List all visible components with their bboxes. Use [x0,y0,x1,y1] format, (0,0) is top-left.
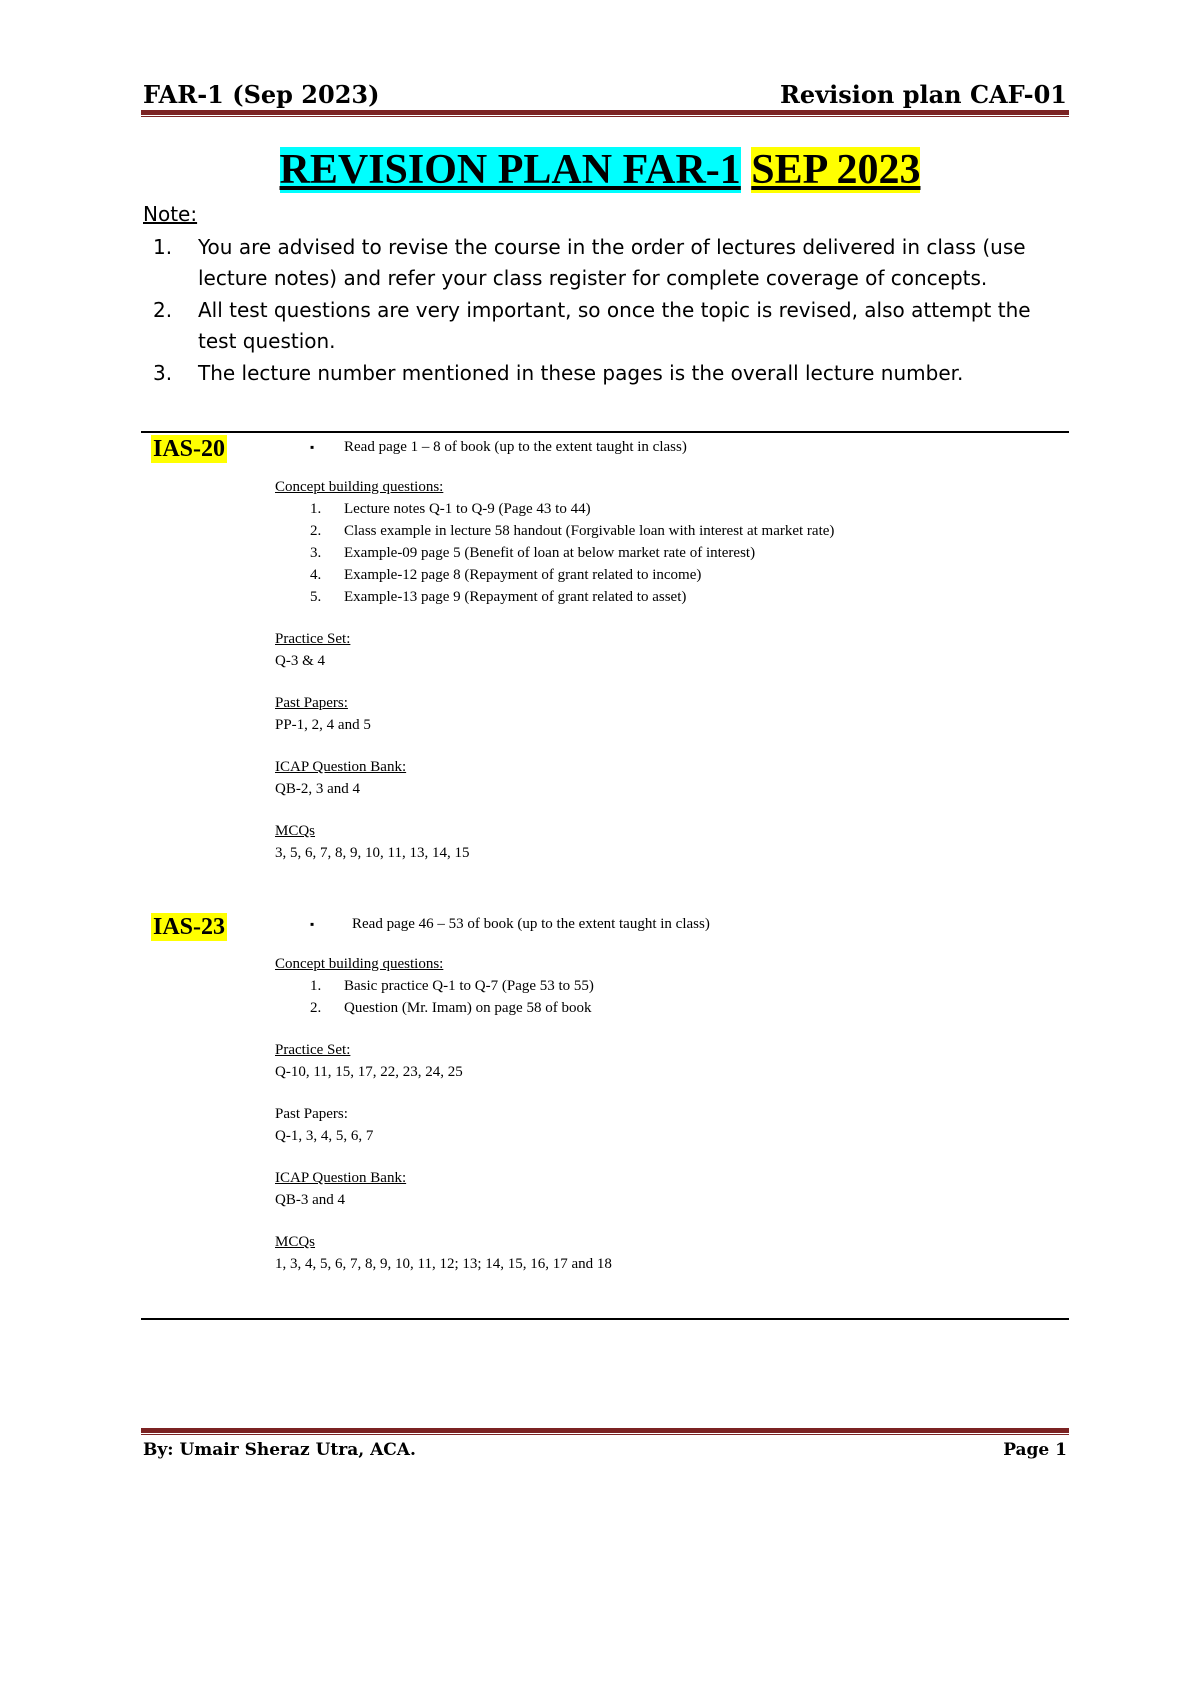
list-item [275,498,1075,520]
concept-list [275,498,1075,608]
past-text: Q-1, 3, 4, 5, 6, 7 [275,1128,374,1144]
header-rule-thin [141,116,1069,117]
header-plan: Revision plan CAF-01 [779,79,1067,109]
page-footer [143,1440,1067,1460]
practice-text: Q-3 & 4 [275,653,325,669]
icap-text: QB-3 and 4 [275,1192,345,1208]
item-text: Example-13 page 9 (Repayment of grant related to asset) [344,589,687,605]
concept-list [275,975,1075,1019]
item-number: 5. [310,589,322,605]
header-rule [141,110,1069,115]
concept-heading: Concept building questions: [275,956,444,972]
read-instruction: ▪ Read page 1 – 8 of book (up to the extent taught in class) [310,436,1075,458]
practice-heading: Practice Set: [275,1042,351,1058]
title-session: SEP 2023 [751,147,921,193]
item-number: 2. [310,523,322,539]
list-item [275,564,1075,586]
note-item [143,358,1073,389]
item-number: 2. [310,1000,322,1016]
page-title [0,146,1200,194]
note-label: Note: [143,202,198,226]
footer-author: By: Umair Sheraz Utra, ACA. [143,1440,416,1460]
footer-rule-thin [141,1434,1069,1435]
footer-rule [141,1428,1069,1433]
note-text: All test questions are very important, so once the topic is revised, also attempt the test question. [198,298,1031,353]
page-number: Page 1 [1003,1440,1067,1460]
item-number: 1. [310,978,322,994]
title-main: REVISION PLAN FAR-1 [279,147,741,193]
mcq-heading: MCQs [275,823,316,839]
divider [141,431,1069,433]
list-item [275,997,1075,1019]
item-text: Lecture notes Q-1 to Q-9 (Page 43 to 44) [344,501,591,517]
item-number: 4. [310,567,322,583]
item-text: Basic practice Q-1 to Q-7 (Page 53 to 55) [344,978,594,994]
item-text: Example-09 page 5 (Benefit of loan at below market rate of interest) [344,545,756,561]
notes-list [143,232,1073,390]
item-number: 3. [310,545,322,561]
note-number: 1. [153,235,173,259]
list-item [275,586,1075,608]
note-text: You are advised to revise the course in the order of lectures delivered in class (use lecture notes) and refer your class register for complete coverage of concepts. [198,235,1026,290]
section-tag-ias23: IAS-23 [153,914,226,940]
page-header [143,78,1067,110]
section-ias23 [275,913,1075,1275]
divider [141,1318,1069,1320]
practice-heading: Practice Set: [275,631,351,647]
item-text: Question (Mr. Imam) on page 58 of book [344,1000,592,1016]
list-item [275,520,1075,542]
practice-text: Q-10, 11, 15, 17, 22, 23, 24, 25 [275,1064,463,1080]
list-item [275,542,1075,564]
icap-text: QB-2, 3 and 4 [275,781,360,797]
icap-heading: ICAP Question Bank: [275,759,407,775]
past-text: PP-1, 2, 4 and 5 [275,717,371,733]
read-instruction: ▪ Read page 46 – 53 of book (up to the extent taught in class) [310,913,1075,935]
note-item [143,295,1073,357]
icap-heading: ICAP Question Bank: [275,1170,407,1186]
mcq-heading: MCQs [275,1234,316,1250]
note-number: 2. [153,298,173,322]
mcq-text: 3, 5, 6, 7, 8, 9, 10, 11, 13, 14, 15 [275,845,470,861]
note-text: The lecture number mentioned in these pages is the overall lecture number. [198,361,964,385]
past-heading: Past Papers: [275,695,348,711]
note-item [143,232,1073,294]
item-text: Example-12 page 8 (Repayment of grant related to income) [344,567,702,583]
section-tag-ias20: IAS-20 [153,436,226,462]
section-ias20 [275,436,1075,864]
header-course: FAR-1 (Sep 2023) [143,79,380,109]
past-heading: Past Papers: [275,1106,348,1122]
concept-heading: Concept building questions: [275,479,444,495]
mcq-text: 1, 3, 4, 5, 6, 7, 8, 9, 10, 11, 12; 13; 14, 15, 16, 17 and 18 [275,1256,612,1272]
item-number: 1. [310,501,322,517]
item-text: Class example in lecture 58 handout (Forgivable loan with interest at market rate) [344,523,835,539]
note-number: 3. [153,361,173,385]
list-item [275,975,1075,997]
